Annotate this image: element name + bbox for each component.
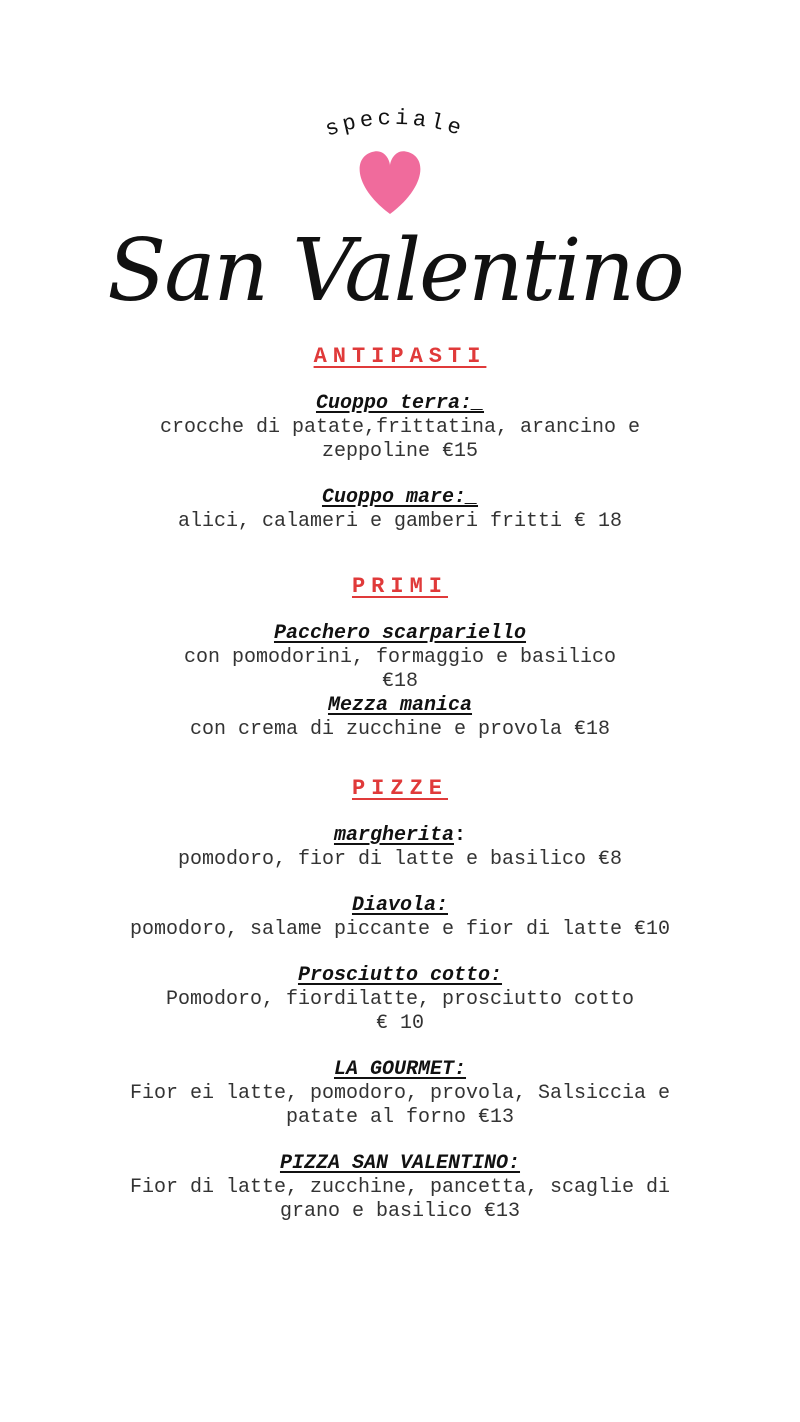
menu-item [0, 894, 800, 942]
section-title: PIZZE [351, 776, 448, 801]
menu-item [0, 392, 800, 464]
item-name: PIZZA SAN VALENTINO: [279, 1152, 521, 1175]
item-description: con crema di zucchine e provola €18 [189, 718, 611, 741]
kicker-label: speciale [322, 105, 468, 143]
item-description: crocche di patate,frittatina, arancino e zeppoline €15 [159, 416, 641, 463]
item-name: Pacchero scarpariello [273, 622, 527, 645]
menu-item [0, 824, 800, 872]
item-description: alici, calameri e gamberi fritti € 18 [177, 510, 623, 533]
page-title: San Valentino [107, 221, 683, 321]
menu-item [0, 1152, 800, 1224]
item-name: LA GOURMET: [333, 1058, 467, 1081]
menu-header [0, 100, 800, 330]
section-primi [0, 572, 800, 742]
heart-icon [360, 151, 421, 214]
menu-item [0, 622, 800, 694]
section-antipasti [0, 342, 800, 534]
item-name: Cuoppo terra:_ [315, 392, 485, 415]
item-description: con pomodorini, formaggio e basilico €18 [183, 646, 617, 693]
item-description: pomodoro, salame piccante e fior di latte €10 [129, 918, 671, 941]
item-name: Mezza manica [327, 694, 473, 717]
item-name: Prosciutto cotto: [297, 964, 503, 987]
section-pizze [0, 774, 800, 1224]
menu-item [0, 964, 800, 1036]
menu-item [0, 1058, 800, 1130]
section-title: PRIMI [351, 574, 448, 599]
menu-item [0, 486, 800, 534]
item-description: Fior ei latte, pomodoro, provola, Salsiccia e patate al forno €13 [129, 1082, 671, 1129]
section-title: ANTIPASTI [313, 344, 487, 369]
item-description: Pomodoro, fiordilatte, prosciutto cotto € 10 [165, 988, 635, 1035]
item-description: Fior di latte, zucchine, pancetta, scaglie di grano e basilico €13 [129, 1176, 671, 1223]
item-name-suffix: : [454, 824, 467, 847]
item-name: margherita [333, 824, 454, 847]
kicker-text [322, 106, 468, 143]
menu-item [0, 694, 800, 742]
item-name: Diavola: [351, 894, 448, 917]
item-name: Cuoppo mare:_ [321, 486, 479, 509]
menu-body [0, 342, 800, 1224]
item-description: pomodoro, fior di latte e basilico €8 [177, 848, 623, 871]
